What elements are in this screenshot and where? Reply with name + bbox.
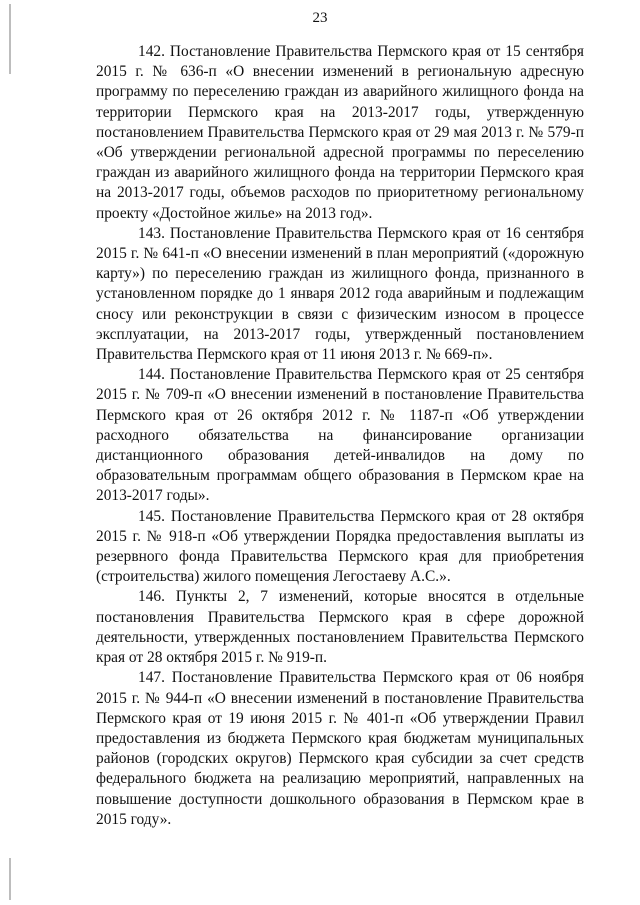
scan-edge-line — [9, 858, 11, 900]
document-body — [96, 42, 584, 830]
page-number: 23 — [312, 10, 328, 26]
list-item-142: 142. Постановление Правительства Пермского края от 15 сентября 2015 г. № 636-п «О внесении изменений в региональную адресную программу по переселению граждан из аварийного жилищного фонда на территории Пермского края на 2013-2017 годы, утвержденную постановлением Правительства Пермского края от 29 мая 2013 г. № 579-п «Об утверждении региональной адресной программы по переселению граждан из аварийного жилищного фонда на территории Пермского края на 2013-2017 годы, объемов расходов по приоритетному региональному проекту «Достойное жилье» на 2013 год». — [96, 43, 584, 222]
list-item-145: 145. Постановление Правительства Пермского края от 28 октября 2015 г. № 918-п «Об утверждении Порядка предоставления выплаты из резервного фонда Правительства Пермского края для приобретения (строительства) жилого помещения Легостаеву А.С.». — [96, 507, 584, 586]
list-item-144: 144. Постановление Правительства Пермского края от 25 сентября 2015 г. № 709-п «О внесении изменений в постановление Правительства Пермского края от 26 октября 2012 г. № 1187-п «Об утверждении расходного обязательства на финансирование организации дистанционного образования детей-инвалидов на дому по образовательным программам общего образования в Пермском крае на 2013-2017 годы». — [96, 366, 584, 505]
list-item-147: 147. Постановление Правительства Пермского края от 06 ноября 2015 г. № 944-п «О внесении изменений в постановление Правительства Пермского края от 19 июня 2015 г. № 401-п «Об утверждении Правил предоставления из бюджета Пермского края бюджетам муниципальных районов (городских округов) Пермского края субсидии за счет средств федерального бюджета на реализацию мероприятий, направленных на повышение доступности дошкольного образования в Пермском крае в 2015 году». — [96, 669, 584, 828]
list-item-146: 146. Пункты 2, 7 изменений, которые вносятся в отдельные постановления Правительства Пермского края в сфере дорожной деятельности, утвержденных постановлением Правительства Пермского края от 28 октября 2015 г. № 919-п. — [96, 588, 584, 667]
list-item-143: 143. Постановление Правительства Пермского края от 16 сентября 2015 г. № 641-п «О внесении изменений в план мероприятий («дорожную карту») по переселению граждан из жилищного фонда, признанного в установленном порядке до 1 января 2012 года аварийным и подлежащим сносу или реконструкции в связи с физическим износом в процессе эксплуатации, на 2013-2017 годы, утвержденный постановлением Правительства Пермского края от 11 июня 2013 г. № 669-п». — [96, 224, 584, 364]
